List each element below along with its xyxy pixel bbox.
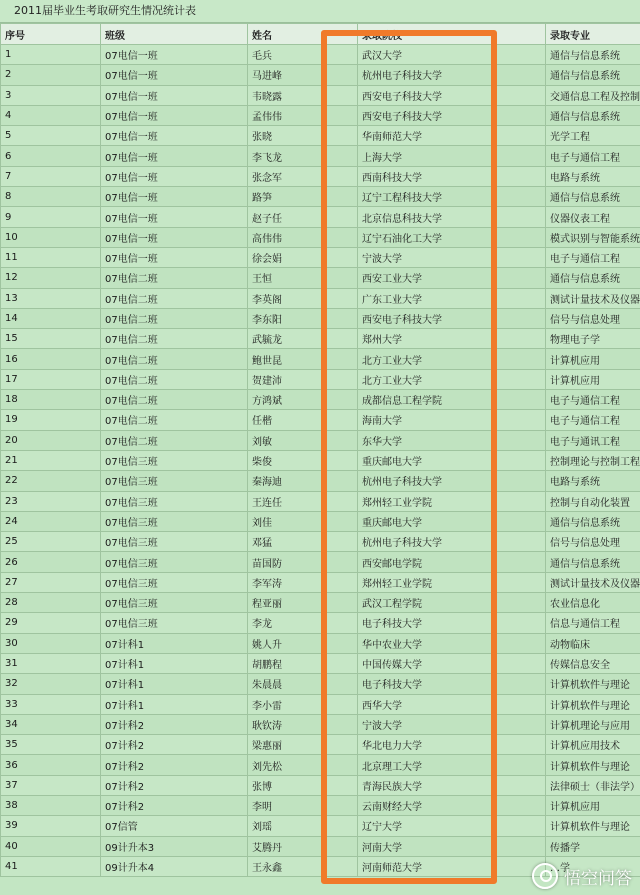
cell-class: 07计科1 — [101, 674, 248, 694]
cell-university: 重庆邮电大学 — [358, 450, 546, 470]
cell-university: 广东工业大学 — [358, 288, 546, 308]
cell-name: 赵子任 — [248, 207, 358, 227]
cell-class: 07电信二班 — [101, 349, 248, 369]
cell-index: 28 — [1, 593, 101, 613]
cell-university: 杭州电子科技大学 — [358, 532, 546, 552]
cell-index: 6 — [1, 146, 101, 166]
cell-major: 物理电子学 — [546, 329, 640, 349]
cell-university: 海南大学 — [358, 410, 546, 430]
cell-name: 方鸿斌 — [248, 390, 358, 410]
cell-major: 信号与信息处理 — [546, 532, 640, 552]
cell-university: 河南大学 — [358, 836, 546, 856]
cell-index: 12 — [1, 268, 101, 288]
cell-index: 25 — [1, 532, 101, 552]
table-row — [1, 471, 640, 491]
cell-index: 38 — [1, 795, 101, 815]
cell-university: 郑州轻工业学院 — [358, 572, 546, 592]
cell-index: 35 — [1, 735, 101, 755]
table-row — [1, 735, 640, 755]
table-row — [1, 430, 640, 450]
cell-major: 计算机软件与理论 — [546, 694, 640, 714]
cell-class: 07电信二班 — [101, 288, 248, 308]
cell-class: 07电信一班 — [101, 207, 248, 227]
cell-index: 20 — [1, 430, 101, 450]
cell-index: 22 — [1, 471, 101, 491]
table-row — [1, 633, 640, 653]
cell-name: 朱晨晨 — [248, 674, 358, 694]
header-row — [1, 24, 640, 45]
cell-major: 计算机理论与应用 — [546, 714, 640, 734]
cell-major: 通信与信息系统 — [546, 45, 640, 65]
cell-class: 07电信三班 — [101, 593, 248, 613]
cell-index: 39 — [1, 816, 101, 836]
cell-name: 王永鑫 — [248, 856, 358, 876]
cell-index: 41 — [1, 856, 101, 876]
cell-class: 07电信二班 — [101, 430, 248, 450]
cell-name: 刘敏 — [248, 430, 358, 450]
cell-index: 34 — [1, 714, 101, 734]
cell-major: 计算机应用技术 — [546, 735, 640, 755]
cell-class: 07电信一班 — [101, 65, 248, 85]
cell-university: 东华大学 — [358, 430, 546, 450]
cell-name: 李飞龙 — [248, 146, 358, 166]
cell-university: 华中农业大学 — [358, 633, 546, 653]
cell-index: 21 — [1, 450, 101, 470]
cell-name: 张博 — [248, 775, 358, 795]
cell-name: 武毓龙 — [248, 329, 358, 349]
cell-major: 法律硕士（非法学） — [546, 775, 640, 795]
wukong-logo-icon — [532, 863, 558, 889]
cell-university: 成都信息工程学院 — [358, 390, 546, 410]
cell-name: 徐会娟 — [248, 247, 358, 267]
cell-major: 计算机应用 — [546, 795, 640, 815]
cell-index: 29 — [1, 613, 101, 633]
table-row — [1, 308, 640, 328]
cell-university: 北方工业大学 — [358, 369, 546, 389]
cell-class: 07电信一班 — [101, 247, 248, 267]
cell-index: 30 — [1, 633, 101, 653]
cell-university: 青海民族大学 — [358, 775, 546, 795]
cell-name: 秦海迪 — [248, 471, 358, 491]
cell-major: 计算机应用 — [546, 349, 640, 369]
cell-major: 计算机软件与理论 — [546, 816, 640, 836]
cell-university: 杭州电子科技大学 — [358, 65, 546, 85]
table-row — [1, 653, 640, 673]
sheet-title: 2011届毕业生考取研究生情况统计表 — [0, 0, 640, 23]
cell-index: 7 — [1, 166, 101, 186]
cell-university: 郑州大学 — [358, 329, 546, 349]
cell-major: 计算机软件与理论 — [546, 674, 640, 694]
cell-name: 路笋 — [248, 187, 358, 207]
cell-major: 电子与通讯工程 — [546, 430, 640, 450]
cell-class: 07电信三班 — [101, 491, 248, 511]
cell-major: 电子与通信工程 — [546, 247, 640, 267]
cell-class: 07电信一班 — [101, 105, 248, 125]
cell-name: 王恒 — [248, 268, 358, 288]
cell-major: 控制与自动化装置 — [546, 491, 640, 511]
table-row — [1, 795, 640, 815]
cell-index: 27 — [1, 572, 101, 592]
cell-major: 计算机软件与理论 — [546, 755, 640, 775]
cell-class: 07电信二班 — [101, 390, 248, 410]
cell-university: 西华大学 — [358, 694, 546, 714]
cell-class: 07计科2 — [101, 735, 248, 755]
cell-class: 07电信三班 — [101, 613, 248, 633]
cell-class: 07计科2 — [101, 755, 248, 775]
cell-index: 19 — [1, 410, 101, 430]
header-name: 姓名 — [248, 24, 358, 45]
table-row — [1, 227, 640, 247]
cell-index: 17 — [1, 369, 101, 389]
cell-index: 2 — [1, 65, 101, 85]
cell-index: 31 — [1, 653, 101, 673]
cell-index: 1 — [1, 45, 101, 65]
cell-name: 贺建沛 — [248, 369, 358, 389]
cell-university: 武汉工程学院 — [358, 593, 546, 613]
cell-class: 09计升本3 — [101, 836, 248, 856]
table-row — [1, 146, 640, 166]
cell-major: 电路与系统 — [546, 471, 640, 491]
cell-major: 电子与通信工程 — [546, 146, 640, 166]
cell-class: 07计科1 — [101, 653, 248, 673]
table-row — [1, 836, 640, 856]
cell-name: 李英阁 — [248, 288, 358, 308]
cell-class: 07电信三班 — [101, 572, 248, 592]
cell-class: 07电信二班 — [101, 268, 248, 288]
cell-class: 07电信一班 — [101, 85, 248, 105]
cell-university: 杭州电子科技大学 — [358, 471, 546, 491]
cell-major: 通信与信息系统 — [546, 268, 640, 288]
cell-index: 37 — [1, 775, 101, 795]
cell-name: 任楷 — [248, 410, 358, 430]
cell-university: 华北电力大学 — [358, 735, 546, 755]
table-row — [1, 450, 640, 470]
cell-university: 辽宁石油化工大学 — [358, 227, 546, 247]
cell-class: 07电信一班 — [101, 166, 248, 186]
cell-name: 李小雷 — [248, 694, 358, 714]
table-row — [1, 714, 640, 734]
table-row — [1, 65, 640, 85]
cell-name: 李军涛 — [248, 572, 358, 592]
table-row — [1, 511, 640, 531]
table-row — [1, 349, 640, 369]
cell-name: 马进峰 — [248, 65, 358, 85]
cell-major: 动物临床 — [546, 633, 640, 653]
cell-major: 农业信息化 — [546, 593, 640, 613]
table-row — [1, 45, 640, 65]
cell-name: 胡鹏程 — [248, 653, 358, 673]
cell-major: 信息与通信工程 — [546, 613, 640, 633]
table-row — [1, 775, 640, 795]
cell-university: 重庆邮电大学 — [358, 511, 546, 531]
cell-university: 华南师范大学 — [358, 126, 546, 146]
cell-class: 07计科2 — [101, 775, 248, 795]
cell-major: 仪器仪表工程 — [546, 207, 640, 227]
cell-index: 24 — [1, 511, 101, 531]
table-row — [1, 694, 640, 714]
cell-major: 光学工程 — [546, 126, 640, 146]
cell-class: 07电信三班 — [101, 552, 248, 572]
cell-name: 艾腾丹 — [248, 836, 358, 856]
cell-major: 模式识别与智能系统 — [546, 227, 640, 247]
cell-major: 传播学 — [546, 836, 640, 856]
table-row — [1, 674, 640, 694]
cell-name: 李明 — [248, 795, 358, 815]
cell-name: 程亚丽 — [248, 593, 358, 613]
cell-class: 07电信一班 — [101, 146, 248, 166]
table-row — [1, 390, 640, 410]
cell-class: 07电信三班 — [101, 532, 248, 552]
cell-university: 西安电子科技大学 — [358, 308, 546, 328]
cell-name: 邓猛 — [248, 532, 358, 552]
cell-class: 07电信三班 — [101, 450, 248, 470]
cell-index: 13 — [1, 288, 101, 308]
cell-name: 张晓 — [248, 126, 358, 146]
cell-university: 宁波大学 — [358, 714, 546, 734]
table-row — [1, 572, 640, 592]
cell-university: 云南财经大学 — [358, 795, 546, 815]
cell-major: 信号与信息处理 — [546, 308, 640, 328]
cell-class: 07电信二班 — [101, 369, 248, 389]
cell-name: 梁惠丽 — [248, 735, 358, 755]
cell-university: 西安工业大学 — [358, 268, 546, 288]
cell-index: 36 — [1, 755, 101, 775]
cell-university: 武汉大学 — [358, 45, 546, 65]
cell-major: 测试计量技术及仪器 — [546, 288, 640, 308]
cell-class: 07电信三班 — [101, 511, 248, 531]
cell-name: 高伟伟 — [248, 227, 358, 247]
cell-name: 刘佳 — [248, 511, 358, 531]
cell-class: 07电信二班 — [101, 308, 248, 328]
table-row — [1, 755, 640, 775]
cell-name: 张念军 — [248, 166, 358, 186]
watermark — [532, 863, 632, 889]
cell-university: 电子科技大学 — [358, 613, 546, 633]
cell-class: 07计科2 — [101, 714, 248, 734]
table-row — [1, 491, 640, 511]
cell-university: 北方工业大学 — [358, 349, 546, 369]
cell-university: 西安电子科技大学 — [358, 85, 546, 105]
cell-university: 北京信息科技大学 — [358, 207, 546, 227]
cell-index: 26 — [1, 552, 101, 572]
cell-name: 刘先松 — [248, 755, 358, 775]
table-row — [1, 126, 640, 146]
cell-major: 通信与信息系统 — [546, 511, 640, 531]
cell-class: 07电信一班 — [101, 187, 248, 207]
table-row — [1, 187, 640, 207]
cell-index: 4 — [1, 105, 101, 125]
cell-major: 电子与通信工程 — [546, 390, 640, 410]
cell-major: 电路与系统 — [546, 166, 640, 186]
cell-class: 07计科1 — [101, 694, 248, 714]
cell-index: 10 — [1, 227, 101, 247]
table-row — [1, 369, 640, 389]
cell-class: 07计科2 — [101, 795, 248, 815]
cell-name: 王连任 — [248, 491, 358, 511]
header-university: 录取院校 — [358, 24, 546, 45]
table-row — [1, 552, 640, 572]
cell-index: 40 — [1, 836, 101, 856]
cell-university: 电子科技大学 — [358, 674, 546, 694]
cell-major: …学 — [546, 856, 640, 876]
cell-major: 通信与信息系统 — [546, 65, 640, 85]
cell-major: 电子与通信工程 — [546, 410, 640, 430]
admissions-table — [0, 23, 640, 877]
table-row — [1, 410, 640, 430]
cell-index: 11 — [1, 247, 101, 267]
table-row — [1, 268, 640, 288]
cell-class: 09计升本4 — [101, 856, 248, 876]
header-major: 录取专业 — [546, 24, 640, 45]
cell-index: 8 — [1, 187, 101, 207]
cell-name: 李龙 — [248, 613, 358, 633]
table-row — [1, 166, 640, 186]
cell-name: 刘瑶 — [248, 816, 358, 836]
cell-class: 07电信一班 — [101, 227, 248, 247]
cell-university: 河南师范大学 — [358, 856, 546, 876]
cell-university: 中国传媒大学 — [358, 653, 546, 673]
cell-major: 通信与信息系统 — [546, 552, 640, 572]
cell-class: 07计科1 — [101, 633, 248, 653]
cell-name: 柴俊 — [248, 450, 358, 470]
cell-class: 07电信二班 — [101, 329, 248, 349]
cell-class: 07电信二班 — [101, 410, 248, 430]
cell-index: 14 — [1, 308, 101, 328]
cell-university: 上海大学 — [358, 146, 546, 166]
table-row — [1, 613, 640, 633]
cell-index: 16 — [1, 349, 101, 369]
cell-index: 9 — [1, 207, 101, 227]
watermark-text: 悟空问答 — [564, 868, 632, 889]
table-row — [1, 816, 640, 836]
table-body — [1, 45, 640, 877]
cell-major: 通信与信息系统 — [546, 105, 640, 125]
cell-name: 毛兵 — [248, 45, 358, 65]
cell-class: 07信管 — [101, 816, 248, 836]
cell-index: 5 — [1, 126, 101, 146]
cell-major: 传媒信息安全 — [546, 653, 640, 673]
cell-major: 计算机应用 — [546, 369, 640, 389]
cell-university: 北京理工大学 — [358, 755, 546, 775]
cell-index: 33 — [1, 694, 101, 714]
cell-name: 鲍世昆 — [248, 349, 358, 369]
cell-university: 宁波大学 — [358, 247, 546, 267]
table-row — [1, 207, 640, 227]
cell-university: 辽宁工程科技大学 — [358, 187, 546, 207]
cell-university: 西安邮电学院 — [358, 552, 546, 572]
cell-university: 西安电子科技大学 — [358, 105, 546, 125]
header-class: 班级 — [101, 24, 248, 45]
cell-university: 西南科技大学 — [358, 166, 546, 186]
cell-index: 32 — [1, 674, 101, 694]
cell-name: 苗国防 — [248, 552, 358, 572]
cell-index: 3 — [1, 85, 101, 105]
cell-name: 韦晓露 — [248, 85, 358, 105]
cell-class: 07电信三班 — [101, 471, 248, 491]
cell-major: 通信与信息系统 — [546, 187, 640, 207]
cell-name: 耿钦涛 — [248, 714, 358, 734]
cell-name: 李东阳 — [248, 308, 358, 328]
cell-index: 18 — [1, 390, 101, 410]
table-row — [1, 329, 640, 349]
header-index: 序号 — [1, 24, 101, 45]
cell-university: 辽宁大学 — [358, 816, 546, 836]
table-row — [1, 532, 640, 552]
cell-major: 交通信息工程及控制 — [546, 85, 640, 105]
table-row — [1, 85, 640, 105]
cell-university: 郑州轻工业学院 — [358, 491, 546, 511]
cell-index: 15 — [1, 329, 101, 349]
cell-index: 23 — [1, 491, 101, 511]
table-row — [1, 593, 640, 613]
cell-class: 07电信一班 — [101, 45, 248, 65]
cell-major: 测试计量技术及仪器 — [546, 572, 640, 592]
table-row — [1, 247, 640, 267]
cell-class: 07电信一班 — [101, 126, 248, 146]
cell-name: 孟伟伟 — [248, 105, 358, 125]
cell-name: 姚人升 — [248, 633, 358, 653]
table-row — [1, 105, 640, 125]
cell-major: 控制理论与控制工程 — [546, 450, 640, 470]
table-row — [1, 288, 640, 308]
